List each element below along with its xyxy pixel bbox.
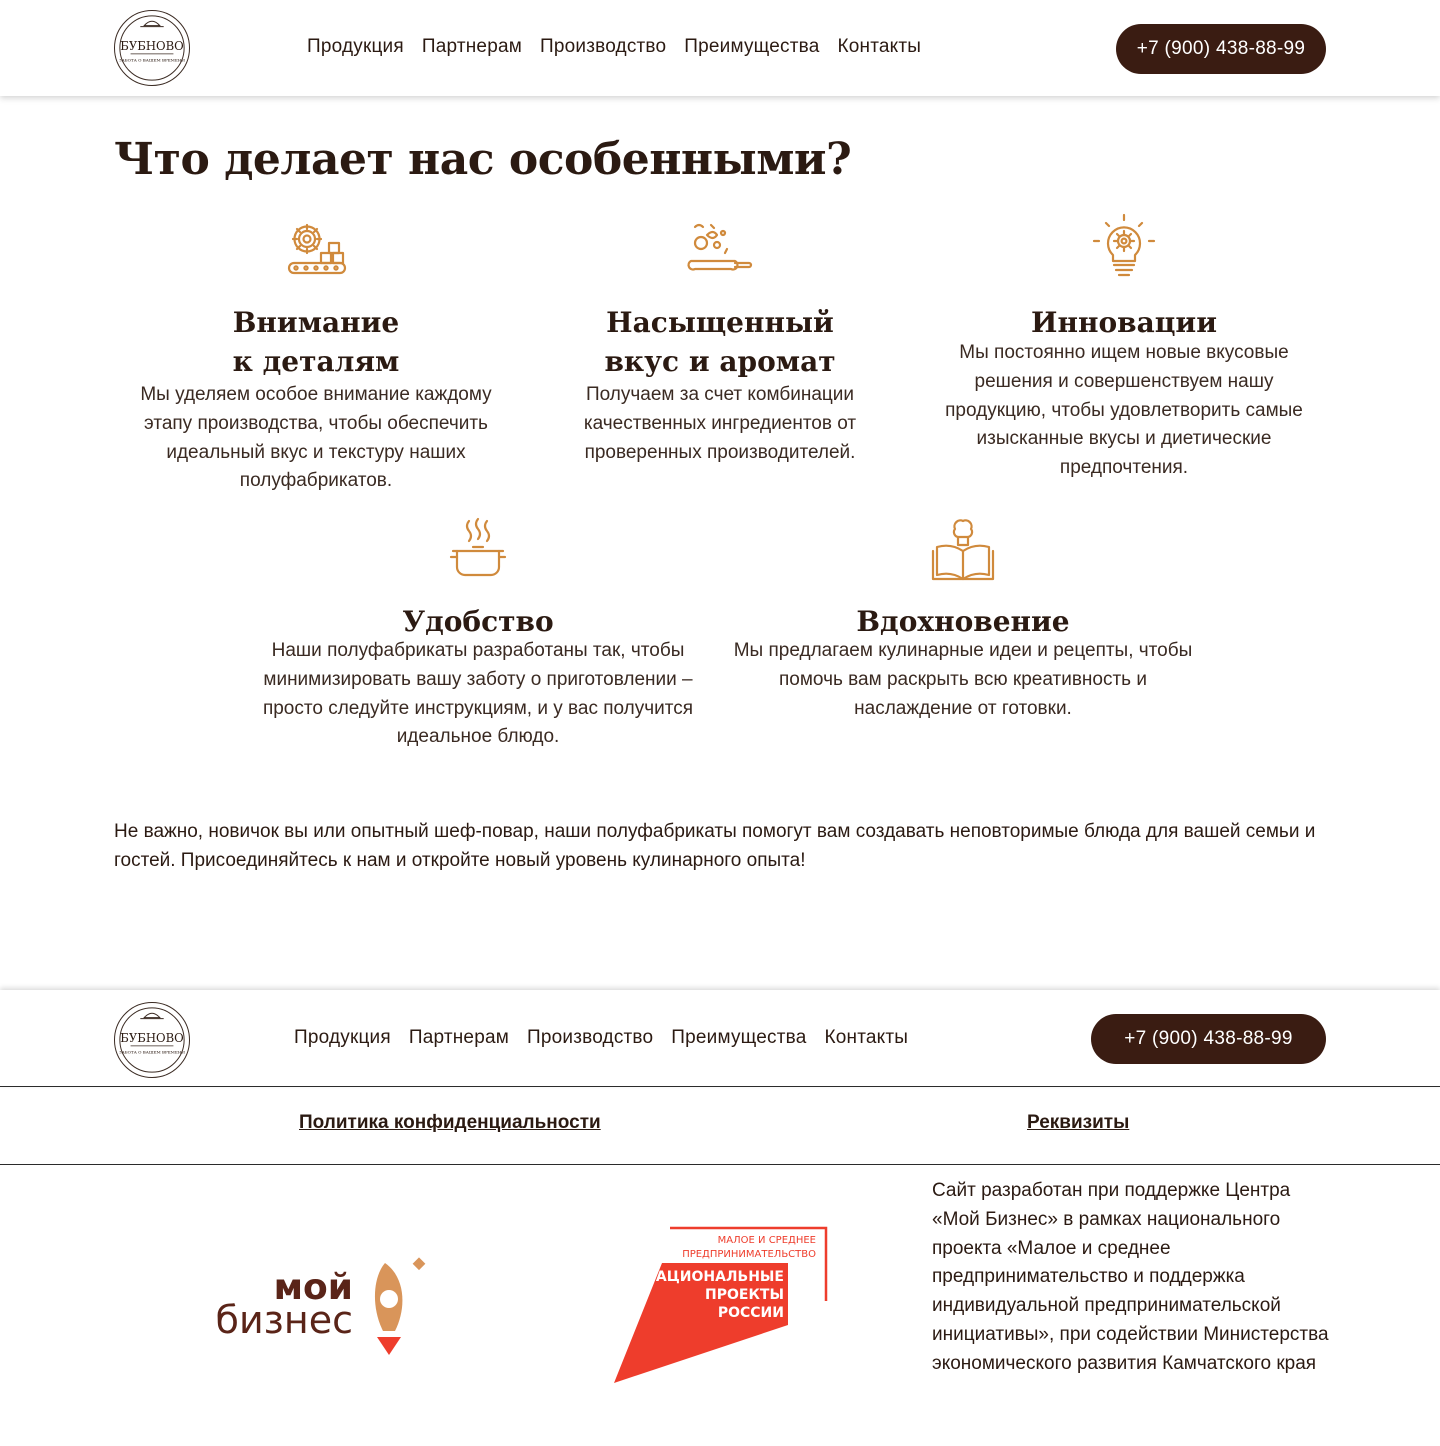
footer-phone-button[interactable]: +7 (900) 438-88-99 [1091,1014,1326,1064]
logo-name: БУБНОВО [120,38,184,53]
footer-nav-advantages[interactable]: Преимущества [671,1027,807,1048]
feature-title: Насыщенный вкус и аромат [604,306,836,378]
np-line5: РОССИИ [717,1305,784,1321]
nav-advantages[interactable]: Преимущества [684,36,820,57]
cooking-pot-icon [443,515,513,585]
footer-logo[interactable] [114,1002,190,1078]
feature-title: Вдохновение [856,605,1070,638]
feature-text: Мы постоянно ищем новые вкусовые решения и совершенствуем нашу продукцию, чтобы удовлетворить самые изысканные вкусы и диетические предпочтения. [945,342,1303,479]
frying-pan-icon [685,213,755,283]
nav-production[interactable]: Производство [540,36,667,57]
nav-contacts[interactable]: Контакты [837,36,922,57]
support-text: Сайт разработан при поддержке Центра «Мой Бизнес» в рамках национального проекта «Малое и среднее предпринимательство и поддержка индивидуальной предпринимательской инициативы», при содействии Министерства экономического развития Камчатского края [932,1180,1329,1374]
footer-nav-contacts[interactable]: Контакты [824,1027,909,1048]
feature-text: Мы уделяем особое внимание каждому этапу производства, чтобы обеспечить идеальный вкус и текстуру наших полуфабрикатов. [140,384,492,492]
lightbulb-gear-icon [1089,213,1159,283]
nav-products[interactable]: Продукция [307,36,404,57]
footer-nav [294,1027,908,1049]
feature-text: Наши полуфабрикаты разработаны так, чтобы минимизировать вашу заботу о приготовлении – просто следуйте инструкциям, и у вас получится идеальное блюдо. [262,640,694,748]
moy-biznes-line2: бизнес [215,1298,353,1342]
logo-emblem [115,1003,189,1077]
logo-emblem [115,11,189,85]
phone-button[interactable]: +7 (900) 438-88-99 [1116,24,1326,74]
rocket-icon [375,1257,425,1355]
logo[interactable] [114,10,190,86]
footer-nav-production[interactable]: Производство [527,1027,654,1048]
np-line3: НАЦИОНАЛЬНЫЕ [644,1269,784,1285]
closing-text: Не важно, новичок вы или опытный шеф-повар, наши полуфабрикаты помогут вам создавать неповторимые блюда для вашей семьи и гостей. Присоединяйтесь к нам и откройте новый уровень кулинарного опыта! [114,821,1316,871]
np-line4: ПРОЕКТЫ [705,1287,784,1303]
national-projects-logo[interactable] [610,1225,830,1387]
moy-biznes-line1: мой [273,1267,353,1308]
footer-nav-products[interactable]: Продукция [294,1027,391,1048]
chef-book-icon [928,515,998,585]
section-title: Что делает нас особенными? [114,134,852,185]
np-line2: ПРЕДПРИНИМАТЕЛЬСТВО [682,1249,816,1260]
feature-title: Инновации [1031,306,1217,339]
moy-biznes-logo[interactable] [205,1255,430,1360]
main-nav [307,36,921,58]
feature-text: Получаем за счет комбинации качественных ингредиентов от проверенных производителей. [583,384,857,463]
privacy-policy-link[interactable]: Политика конфиденциальности [299,1112,601,1133]
logo-tagline: ЗАБОТА О ВАШЕМ ВРЕМЕНИ [119,57,185,63]
gear-conveyor-icon [281,213,351,283]
nav-partners[interactable]: Партнерам [421,36,522,57]
footer-links-row [0,1087,1440,1165]
feature-title: Внимание к деталям [232,306,400,378]
np-line1: МАЛОЕ И СРЕДНЕЕ [717,1235,816,1246]
feature-title: Удобство [402,605,554,638]
logo-tagline: ЗАБОТА О ВАШЕМ ВРЕМЕНИ [119,1049,185,1055]
feature-text: Мы предлагаем кулинарные идеи и рецепты, чтобы помочь вам раскрыть всю креативность и наслаждение от готовки. [733,640,1193,719]
site-header [0,0,1440,96]
site-footer [0,990,1440,1087]
logo-name: БУБНОВО [120,1030,184,1045]
requisites-link[interactable]: Реквизиты [1027,1112,1130,1133]
footer-nav-partners[interactable]: Партнерам [408,1027,509,1048]
